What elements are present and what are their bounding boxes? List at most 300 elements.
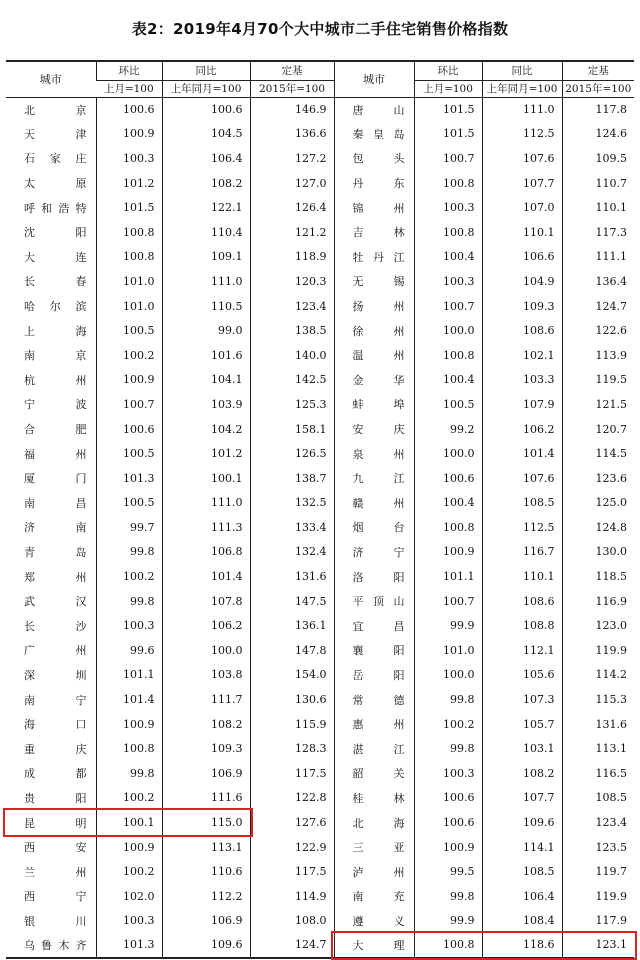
city-cell: 北 海 bbox=[334, 810, 414, 835]
mom-cell: 101.0 bbox=[96, 294, 162, 319]
mom-cell: 100.8 bbox=[414, 933, 482, 958]
mom-cell: 100.5 bbox=[96, 491, 162, 516]
table-row bbox=[6, 736, 634, 761]
table-row bbox=[6, 663, 634, 688]
mom-cell: 100.8 bbox=[96, 736, 162, 761]
fixed-cell: 127.2 bbox=[250, 146, 334, 171]
mom-cell: 99.8 bbox=[414, 687, 482, 712]
yoy-cell: 110.6 bbox=[162, 859, 250, 884]
fixed-cell: 132.5 bbox=[250, 491, 334, 516]
mom-cell: 100.3 bbox=[414, 761, 482, 786]
yoy-cell: 108.5 bbox=[482, 491, 562, 516]
city-cell: 韶 关 bbox=[334, 761, 414, 786]
mom-cell: 99.9 bbox=[414, 613, 482, 638]
fixed-cell: 136.4 bbox=[562, 269, 634, 294]
city-cell: 长 春 bbox=[24, 275, 87, 289]
fixed-cell: 115.9 bbox=[250, 712, 334, 737]
yoy-cell: 103.1 bbox=[482, 736, 562, 761]
fixed-cell: 140.0 bbox=[250, 343, 334, 368]
fixed-cell: 158.1 bbox=[250, 417, 334, 442]
table-row bbox=[6, 613, 634, 638]
table-row bbox=[6, 441, 634, 466]
fixed-cell: 113.1 bbox=[562, 736, 634, 761]
fixed-cell: 113.9 bbox=[562, 343, 634, 368]
fixed-cell: 108.5 bbox=[562, 786, 634, 811]
mom-cell: 100.4 bbox=[414, 368, 482, 393]
table-row bbox=[6, 859, 634, 884]
fixed-cell: 120.7 bbox=[562, 417, 634, 442]
col-fixed-subheader-right: 2015年=100 bbox=[562, 80, 634, 97]
fixed-cell: 121.2 bbox=[250, 220, 334, 245]
col-mom-subheader-right: 上月=100 bbox=[414, 80, 482, 97]
col-yoy-subheader: 上年同月=100 bbox=[162, 80, 250, 97]
fixed-cell: 147.8 bbox=[250, 638, 334, 663]
mom-cell: 100.5 bbox=[96, 318, 162, 343]
city-cell: 厦 门 bbox=[24, 472, 87, 486]
table-row bbox=[6, 810, 634, 835]
city-cell: 成 都 bbox=[24, 767, 87, 781]
mom-cell: 100.7 bbox=[414, 294, 482, 319]
yoy-cell: 113.1 bbox=[162, 835, 250, 860]
city-cell: 温 州 bbox=[334, 343, 414, 368]
mom-cell: 100.4 bbox=[414, 491, 482, 516]
fixed-cell: 122.8 bbox=[250, 786, 334, 811]
yoy-cell: 107.0 bbox=[482, 195, 562, 220]
mom-cell: 99.5 bbox=[414, 859, 482, 884]
mom-cell: 101.0 bbox=[96, 269, 162, 294]
city-cell: 惠 州 bbox=[334, 712, 414, 737]
yoy-cell: 108.5 bbox=[482, 859, 562, 884]
yoy-cell: 111.7 bbox=[162, 687, 250, 712]
city-cell: 海 口 bbox=[24, 718, 87, 732]
table-row bbox=[6, 712, 634, 737]
yoy-cell: 106.9 bbox=[162, 761, 250, 786]
mom-cell: 100.0 bbox=[414, 441, 482, 466]
mom-cell: 100.2 bbox=[96, 859, 162, 884]
yoy-cell: 100.0 bbox=[162, 638, 250, 663]
table-row bbox=[6, 638, 634, 663]
table-row bbox=[6, 392, 634, 417]
yoy-cell: 116.7 bbox=[482, 540, 562, 565]
yoy-cell: 112.2 bbox=[162, 884, 250, 909]
fixed-cell: 126.5 bbox=[250, 441, 334, 466]
city-cell: 南 京 bbox=[24, 349, 87, 363]
city-cell: 吉 林 bbox=[334, 220, 414, 245]
mom-cell: 100.3 bbox=[414, 195, 482, 220]
fixed-cell: 127.0 bbox=[250, 171, 334, 196]
yoy-cell: 111.3 bbox=[162, 515, 250, 540]
city-cell: 徐 州 bbox=[334, 318, 414, 343]
yoy-cell: 105.6 bbox=[482, 663, 562, 688]
table-row bbox=[6, 835, 634, 860]
mom-cell: 101.5 bbox=[414, 122, 482, 147]
yoy-cell: 107.9 bbox=[482, 392, 562, 417]
city-cell: 秦皇岛 bbox=[334, 122, 414, 147]
mom-cell: 100.5 bbox=[96, 441, 162, 466]
table-row bbox=[6, 294, 634, 319]
col-fixed-subheader: 2015年=100 bbox=[250, 80, 334, 97]
mom-cell: 100.9 bbox=[414, 835, 482, 860]
city-cell: 济 南 bbox=[24, 521, 87, 535]
col-fixed-header-right: 定基 bbox=[562, 61, 634, 80]
mom-cell: 100.3 bbox=[414, 269, 482, 294]
yoy-cell: 106.4 bbox=[162, 146, 250, 171]
fixed-cell: 130.0 bbox=[562, 540, 634, 565]
fixed-cell: 122.6 bbox=[562, 318, 634, 343]
yoy-cell: 104.5 bbox=[162, 122, 250, 147]
table-row bbox=[6, 884, 634, 909]
fixed-cell: 124.8 bbox=[562, 515, 634, 540]
table-row bbox=[6, 146, 634, 171]
yoy-cell: 107.6 bbox=[482, 466, 562, 491]
city-cell: 桂 林 bbox=[334, 786, 414, 811]
table-row bbox=[6, 540, 634, 565]
yoy-cell: 112.5 bbox=[482, 122, 562, 147]
mom-cell: 99.9 bbox=[414, 909, 482, 934]
yoy-cell: 108.6 bbox=[482, 589, 562, 614]
city-cell: 岳 阳 bbox=[334, 663, 414, 688]
table-body bbox=[6, 97, 634, 958]
fixed-cell: 120.3 bbox=[250, 269, 334, 294]
mom-cell: 100.6 bbox=[414, 810, 482, 835]
mom-cell: 100.5 bbox=[414, 392, 482, 417]
mom-cell: 100.8 bbox=[96, 220, 162, 245]
fixed-cell: 111.1 bbox=[562, 245, 634, 270]
yoy-cell: 112.5 bbox=[482, 515, 562, 540]
yoy-cell: 106.8 bbox=[162, 540, 250, 565]
mom-cell: 100.2 bbox=[96, 343, 162, 368]
city-cell: 重 庆 bbox=[24, 742, 87, 756]
city-cell: 常 德 bbox=[334, 687, 414, 712]
table-title: 表2：2019年4月70个大中城市二手住宅销售价格指数 bbox=[131, 20, 509, 38]
table-row bbox=[6, 97, 634, 122]
city-cell: 赣 州 bbox=[334, 491, 414, 516]
city-cell: 襄 阳 bbox=[334, 638, 414, 663]
city-cell: 杭 州 bbox=[24, 373, 87, 387]
table-row bbox=[6, 220, 634, 245]
mom-cell: 100.9 bbox=[96, 712, 162, 737]
fixed-cell: 114.5 bbox=[562, 441, 634, 466]
yoy-cell: 110.5 bbox=[162, 294, 250, 319]
city-cell: 西 安 bbox=[24, 841, 87, 855]
yoy-cell: 103.8 bbox=[162, 663, 250, 688]
yoy-cell: 105.7 bbox=[482, 712, 562, 737]
yoy-cell: 112.1 bbox=[482, 638, 562, 663]
fixed-cell: 154.0 bbox=[250, 663, 334, 688]
mom-cell: 100.1 bbox=[96, 810, 162, 835]
mom-cell: 101.1 bbox=[414, 564, 482, 589]
yoy-cell: 99.0 bbox=[162, 318, 250, 343]
mom-cell: 101.3 bbox=[96, 933, 162, 958]
city-cell: 锦 州 bbox=[334, 195, 414, 220]
fixed-cell: 114.9 bbox=[250, 884, 334, 909]
city-cell: 青 岛 bbox=[24, 545, 87, 559]
yoy-cell: 109.6 bbox=[162, 933, 250, 958]
fixed-cell: 127.6 bbox=[250, 810, 334, 835]
table-row bbox=[6, 245, 634, 270]
table-row bbox=[6, 909, 634, 934]
yoy-cell: 108.2 bbox=[162, 712, 250, 737]
yoy-cell: 122.1 bbox=[162, 195, 250, 220]
city-cell: 深 圳 bbox=[24, 668, 87, 682]
table-row bbox=[6, 466, 634, 491]
col-yoy-header-right: 同比 bbox=[482, 61, 562, 80]
yoy-cell: 118.6 bbox=[482, 933, 562, 958]
table-row bbox=[6, 318, 634, 343]
mom-cell: 100.6 bbox=[414, 466, 482, 491]
city-cell: 大 理 bbox=[334, 933, 414, 958]
yoy-cell: 108.6 bbox=[482, 318, 562, 343]
mom-cell: 99.8 bbox=[96, 589, 162, 614]
city-cell: 蚌 埠 bbox=[334, 392, 414, 417]
mom-cell: 100.8 bbox=[414, 171, 482, 196]
mom-cell: 100.7 bbox=[414, 589, 482, 614]
mom-cell: 100.8 bbox=[414, 343, 482, 368]
table-row bbox=[6, 564, 634, 589]
yoy-cell: 108.2 bbox=[162, 171, 250, 196]
mom-cell: 100.2 bbox=[414, 712, 482, 737]
yoy-cell: 106.9 bbox=[162, 909, 250, 934]
fixed-cell: 128.3 bbox=[250, 736, 334, 761]
city-cell: 烟 台 bbox=[334, 515, 414, 540]
table-row bbox=[6, 343, 634, 368]
city-cell: 银 川 bbox=[24, 914, 87, 928]
yoy-cell: 107.8 bbox=[162, 589, 250, 614]
yoy-cell: 101.4 bbox=[162, 564, 250, 589]
mom-cell: 99.8 bbox=[414, 884, 482, 909]
col-yoy-subheader-right: 上年同月=100 bbox=[482, 80, 562, 97]
mom-cell: 100.6 bbox=[414, 786, 482, 811]
yoy-cell: 110.1 bbox=[482, 564, 562, 589]
city-cell: 兰 州 bbox=[24, 865, 87, 879]
city-cell: 哈尔滨 bbox=[24, 300, 87, 314]
col-mom-header-right: 环比 bbox=[414, 61, 482, 80]
mom-cell: 100.8 bbox=[96, 245, 162, 270]
fixed-cell: 146.9 bbox=[250, 97, 334, 122]
city-cell: 上 海 bbox=[24, 324, 87, 338]
yoy-cell: 106.4 bbox=[482, 884, 562, 909]
table-row bbox=[6, 589, 634, 614]
table-row bbox=[6, 786, 634, 811]
yoy-cell: 109.3 bbox=[162, 736, 250, 761]
mom-cell: 100.0 bbox=[414, 318, 482, 343]
city-cell: 北 京 bbox=[24, 103, 87, 117]
table-row bbox=[6, 687, 634, 712]
fixed-cell: 123.0 bbox=[562, 613, 634, 638]
yoy-cell: 115.0 bbox=[162, 810, 250, 835]
mom-cell: 100.2 bbox=[96, 786, 162, 811]
city-cell: 郑 州 bbox=[24, 570, 87, 584]
yoy-cell: 107.7 bbox=[482, 171, 562, 196]
fixed-cell: 131.6 bbox=[250, 564, 334, 589]
yoy-cell: 107.3 bbox=[482, 687, 562, 712]
city-cell: 泉 州 bbox=[334, 441, 414, 466]
mom-cell: 101.3 bbox=[96, 466, 162, 491]
yoy-cell: 103.9 bbox=[162, 392, 250, 417]
city-cell: 合 肥 bbox=[24, 423, 87, 437]
city-cell: 昆 明 bbox=[24, 816, 87, 830]
fixed-cell: 138.7 bbox=[250, 466, 334, 491]
yoy-cell: 107.7 bbox=[482, 786, 562, 811]
mom-cell: 99.8 bbox=[96, 761, 162, 786]
mom-cell: 100.6 bbox=[96, 417, 162, 442]
col-mom-header: 环比 bbox=[96, 61, 162, 80]
fixed-cell: 142.5 bbox=[250, 368, 334, 393]
city-cell: 广 州 bbox=[24, 644, 87, 658]
yoy-cell: 111.0 bbox=[482, 97, 562, 122]
fixed-cell: 124.6 bbox=[562, 122, 634, 147]
fixed-cell: 117.9 bbox=[562, 909, 634, 934]
mom-cell: 100.9 bbox=[96, 368, 162, 393]
fixed-cell: 119.9 bbox=[562, 638, 634, 663]
fixed-cell: 118.9 bbox=[250, 245, 334, 270]
city-cell: 呼和浩特 bbox=[24, 201, 87, 215]
mom-cell: 101.2 bbox=[96, 171, 162, 196]
city-cell: 金 华 bbox=[334, 368, 414, 393]
city-cell: 西 宁 bbox=[24, 890, 87, 904]
yoy-cell: 106.6 bbox=[482, 245, 562, 270]
yoy-cell: 100.6 bbox=[162, 97, 250, 122]
yoy-cell: 102.1 bbox=[482, 343, 562, 368]
yoy-cell: 110.4 bbox=[162, 220, 250, 245]
yoy-cell: 110.1 bbox=[482, 220, 562, 245]
table-row bbox=[6, 368, 634, 393]
city-cell: 济 宁 bbox=[334, 540, 414, 565]
city-cell: 牡丹江 bbox=[334, 245, 414, 270]
mom-cell: 101.5 bbox=[96, 195, 162, 220]
city-cell: 贵 阳 bbox=[24, 791, 87, 805]
city-cell: 遵 义 bbox=[334, 909, 414, 934]
fixed-cell: 126.4 bbox=[250, 195, 334, 220]
fixed-cell: 118.5 bbox=[562, 564, 634, 589]
fixed-cell: 138.5 bbox=[250, 318, 334, 343]
yoy-cell: 111.6 bbox=[162, 786, 250, 811]
table-row bbox=[6, 171, 634, 196]
city-cell: 太 原 bbox=[24, 177, 87, 191]
mom-cell: 100.3 bbox=[96, 613, 162, 638]
city-cell: 长 沙 bbox=[24, 619, 87, 633]
table-row bbox=[6, 417, 634, 442]
mom-cell: 100.6 bbox=[96, 97, 162, 122]
city-cell: 三 亚 bbox=[334, 835, 414, 860]
table-row bbox=[6, 195, 634, 220]
city-cell: 南 宁 bbox=[24, 693, 87, 707]
yoy-cell: 108.8 bbox=[482, 613, 562, 638]
fixed-cell: 110.1 bbox=[562, 195, 634, 220]
fixed-cell: 115.3 bbox=[562, 687, 634, 712]
mom-cell: 100.7 bbox=[96, 392, 162, 417]
yoy-cell: 101.2 bbox=[162, 441, 250, 466]
mom-cell: 100.0 bbox=[414, 663, 482, 688]
city-cell: 沈 阳 bbox=[24, 226, 87, 240]
yoy-cell: 107.6 bbox=[482, 146, 562, 171]
yoy-cell: 111.0 bbox=[162, 269, 250, 294]
city-cell: 福 州 bbox=[24, 447, 87, 461]
table-row bbox=[6, 122, 634, 147]
table-row bbox=[6, 269, 634, 294]
mom-cell: 100.9 bbox=[96, 122, 162, 147]
yoy-cell: 111.0 bbox=[162, 491, 250, 516]
yoy-cell: 114.1 bbox=[482, 835, 562, 860]
col-city-header-right: 城市 bbox=[334, 61, 414, 97]
col-fixed-header: 定基 bbox=[250, 61, 334, 80]
fixed-cell: 123.6 bbox=[562, 466, 634, 491]
mom-cell: 100.8 bbox=[414, 220, 482, 245]
mom-cell: 100.8 bbox=[414, 515, 482, 540]
fixed-cell: 119.9 bbox=[562, 884, 634, 909]
col-mom-subheader: 上月=100 bbox=[96, 80, 162, 97]
mom-cell: 100.3 bbox=[96, 909, 162, 934]
yoy-cell: 108.4 bbox=[482, 909, 562, 934]
fixed-cell: 147.5 bbox=[250, 589, 334, 614]
yoy-cell: 104.2 bbox=[162, 417, 250, 442]
city-cell: 丹 东 bbox=[334, 171, 414, 196]
mom-cell: 100.2 bbox=[96, 564, 162, 589]
mom-cell: 101.5 bbox=[414, 97, 482, 122]
fixed-cell: 119.7 bbox=[562, 859, 634, 884]
yoy-cell: 101.6 bbox=[162, 343, 250, 368]
yoy-cell: 103.3 bbox=[482, 368, 562, 393]
fixed-cell: 109.5 bbox=[562, 146, 634, 171]
mom-cell: 101.4 bbox=[96, 687, 162, 712]
fixed-cell: 110.7 bbox=[562, 171, 634, 196]
city-cell: 宁 波 bbox=[24, 398, 87, 412]
city-cell: 天 津 bbox=[24, 127, 87, 141]
city-cell: 无 锡 bbox=[334, 269, 414, 294]
city-cell: 扬 州 bbox=[334, 294, 414, 319]
table-row bbox=[6, 933, 634, 958]
fixed-cell: 136.1 bbox=[250, 613, 334, 638]
fixed-cell: 123.4 bbox=[562, 810, 634, 835]
price-index-table bbox=[6, 60, 634, 959]
col-yoy-header: 同比 bbox=[162, 61, 250, 80]
city-cell: 唐 山 bbox=[334, 97, 414, 122]
city-cell: 石家庄 bbox=[24, 152, 87, 166]
city-cell: 洛 阳 bbox=[334, 564, 414, 589]
city-cell: 包 头 bbox=[334, 146, 414, 171]
mom-cell: 101.0 bbox=[414, 638, 482, 663]
city-cell: 乌鲁木齐 bbox=[6, 933, 96, 958]
yoy-cell: 106.2 bbox=[162, 613, 250, 638]
mom-cell: 100.7 bbox=[414, 146, 482, 171]
city-cell: 湛 江 bbox=[334, 736, 414, 761]
fixed-cell: 123.4 bbox=[250, 294, 334, 319]
fixed-cell: 130.6 bbox=[250, 687, 334, 712]
city-cell: 平顶山 bbox=[334, 589, 414, 614]
fixed-cell: 122.9 bbox=[250, 835, 334, 860]
fixed-cell: 108.0 bbox=[250, 909, 334, 934]
yoy-cell: 106.2 bbox=[482, 417, 562, 442]
yoy-cell: 104.1 bbox=[162, 368, 250, 393]
fixed-cell: 136.6 bbox=[250, 122, 334, 147]
table-row bbox=[6, 761, 634, 786]
mom-cell: 102.0 bbox=[96, 884, 162, 909]
table-row bbox=[6, 491, 634, 516]
city-cell: 大 连 bbox=[24, 250, 87, 264]
mom-cell: 100.9 bbox=[96, 835, 162, 860]
mom-cell: 100.9 bbox=[414, 540, 482, 565]
mom-cell: 99.2 bbox=[414, 417, 482, 442]
yoy-cell: 101.4 bbox=[482, 441, 562, 466]
fixed-cell: 114.2 bbox=[562, 663, 634, 688]
fixed-cell: 125.3 bbox=[250, 392, 334, 417]
fixed-cell: 131.6 bbox=[562, 712, 634, 737]
city-cell: 安 庆 bbox=[334, 417, 414, 442]
fixed-cell: 124.7 bbox=[250, 933, 334, 958]
fixed-cell: 116.9 bbox=[562, 589, 634, 614]
fixed-cell: 117.3 bbox=[562, 220, 634, 245]
city-cell: 九 江 bbox=[334, 466, 414, 491]
